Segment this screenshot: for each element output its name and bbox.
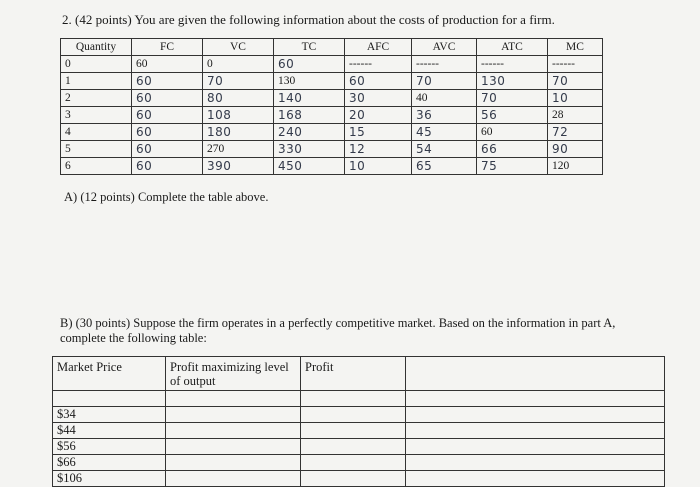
cell-output-answer	[166, 439, 301, 455]
cell-blank	[166, 391, 301, 407]
cell-mc: 28	[548, 107, 603, 124]
cell-avc: 65	[412, 158, 477, 175]
header-blank	[406, 357, 665, 391]
table-row	[61, 56, 603, 73]
cell-output-answer	[166, 423, 301, 439]
cell-market-price: $66	[53, 455, 166, 471]
header-profit-maximizing-output: Profit maximizing level of output	[166, 357, 301, 391]
cell-atc: 60	[477, 124, 548, 141]
cell-avc: 40	[412, 90, 477, 107]
cell-quantity: 6	[61, 158, 132, 175]
cell-tc: 130	[274, 73, 345, 90]
cost-table	[60, 38, 603, 175]
cell-quantity: 4	[61, 124, 132, 141]
cell-blank	[406, 407, 665, 423]
cell-blank	[301, 391, 406, 407]
header-afc: AFC	[345, 39, 412, 56]
table-row	[53, 423, 665, 439]
cell-atc: 56	[477, 107, 548, 124]
cell-afc: 10	[345, 158, 412, 175]
cell-avc: 45	[412, 124, 477, 141]
header-mc: MC	[548, 39, 603, 56]
cell-quantity: 2	[61, 90, 132, 107]
header-fc: FC	[132, 39, 203, 56]
profit-table	[52, 356, 665, 487]
cell-tc: 330	[274, 141, 345, 158]
header-atc: ATC	[477, 39, 548, 56]
cell-blank	[406, 471, 665, 487]
cost-table-header-row	[61, 39, 603, 56]
cell-market-price: $106	[53, 471, 166, 487]
header-tc: TC	[274, 39, 345, 56]
cell-vc: 80	[203, 90, 274, 107]
cell-blank	[406, 439, 665, 455]
cell-mc: 72	[548, 124, 603, 141]
cell-afc: 30	[345, 90, 412, 107]
table-row	[53, 439, 665, 455]
cell-mc: 10	[548, 90, 603, 107]
table-row	[53, 471, 665, 487]
cell-fc: 60	[132, 141, 203, 158]
cell-quantity: 1	[61, 73, 132, 90]
cell-vc: 108	[203, 107, 274, 124]
cell-atc: 130	[477, 73, 548, 90]
cell-fc: 60	[132, 124, 203, 141]
cell-vc: 0	[203, 56, 274, 73]
cell-market-price: $56	[53, 439, 166, 455]
part-b-instruction: B) (30 points) Suppose the firm operates in a perfectly competitive market. Based on the information in part A, complete the following table:	[60, 316, 616, 345]
cell-output-answer	[166, 471, 301, 487]
cell-quantity: 3	[61, 107, 132, 124]
cell-fc: 60	[132, 90, 203, 107]
cell-vc: 390	[203, 158, 274, 175]
cell-tc: 140	[274, 90, 345, 107]
header-vc: VC	[203, 39, 274, 56]
cell-atc: 70	[477, 90, 548, 107]
cell-afc: 20	[345, 107, 412, 124]
cell-profit-answer	[301, 423, 406, 439]
table-row	[53, 407, 665, 423]
cell-avc: 70	[412, 73, 477, 90]
profit-table-header-row	[53, 357, 665, 391]
header-market-price: Market Price	[53, 357, 166, 391]
table-row	[61, 141, 603, 158]
cell-afc: 12	[345, 141, 412, 158]
cell-profit-answer	[301, 455, 406, 471]
cell-profit-answer	[301, 407, 406, 423]
table-row	[61, 158, 603, 175]
cell-quantity: 5	[61, 141, 132, 158]
table-row	[53, 391, 665, 407]
cell-vc: 270	[203, 141, 274, 158]
cell-tc: 168	[274, 107, 345, 124]
cell-output-answer	[166, 455, 301, 471]
cell-atc: 75	[477, 158, 548, 175]
cell-fc: 60	[132, 56, 203, 73]
part-a-instruction: A) (12 points) Complete the table above.	[64, 190, 269, 204]
cell-avc: ------	[412, 56, 477, 73]
cell-output-answer	[166, 407, 301, 423]
cell-vc: 70	[203, 73, 274, 90]
cell-profit-answer	[301, 439, 406, 455]
table-row	[61, 124, 603, 141]
cell-mc: 120	[548, 158, 603, 175]
cell-tc: 450	[274, 158, 345, 175]
cell-market-price: $44	[53, 423, 166, 439]
header-avc: AVC	[412, 39, 477, 56]
cell-afc: 60	[345, 73, 412, 90]
table-row	[53, 455, 665, 471]
cell-fc: 60	[132, 158, 203, 175]
cell-market-price: $34	[53, 407, 166, 423]
cell-tc: 240	[274, 124, 345, 141]
question-title: 2. (42 points) You are given the following information about the costs of production for a firm.	[62, 12, 555, 27]
cell-atc: ------	[477, 56, 548, 73]
table-row	[61, 73, 603, 90]
cell-mc: 90	[548, 141, 603, 158]
cell-avc: 54	[412, 141, 477, 158]
cell-mc: ------	[548, 56, 603, 73]
cell-avc: 36	[412, 107, 477, 124]
cell-blank	[406, 423, 665, 439]
table-row	[61, 107, 603, 124]
cell-fc: 60	[132, 73, 203, 90]
table-row	[61, 90, 603, 107]
header-quantity: Quantity	[61, 39, 132, 56]
cell-blank	[406, 391, 665, 407]
cell-profit-answer	[301, 471, 406, 487]
cell-fc: 60	[132, 107, 203, 124]
cell-blank	[406, 455, 665, 471]
cell-blank	[53, 391, 166, 407]
cell-vc: 180	[203, 124, 274, 141]
cell-afc: 15	[345, 124, 412, 141]
header-profit: Profit	[301, 357, 406, 391]
cell-mc: 70	[548, 73, 603, 90]
cell-tc: 60	[274, 56, 345, 73]
cell-afc: ------	[345, 56, 412, 73]
cell-atc: 66	[477, 141, 548, 158]
cell-quantity: 0	[61, 56, 132, 73]
